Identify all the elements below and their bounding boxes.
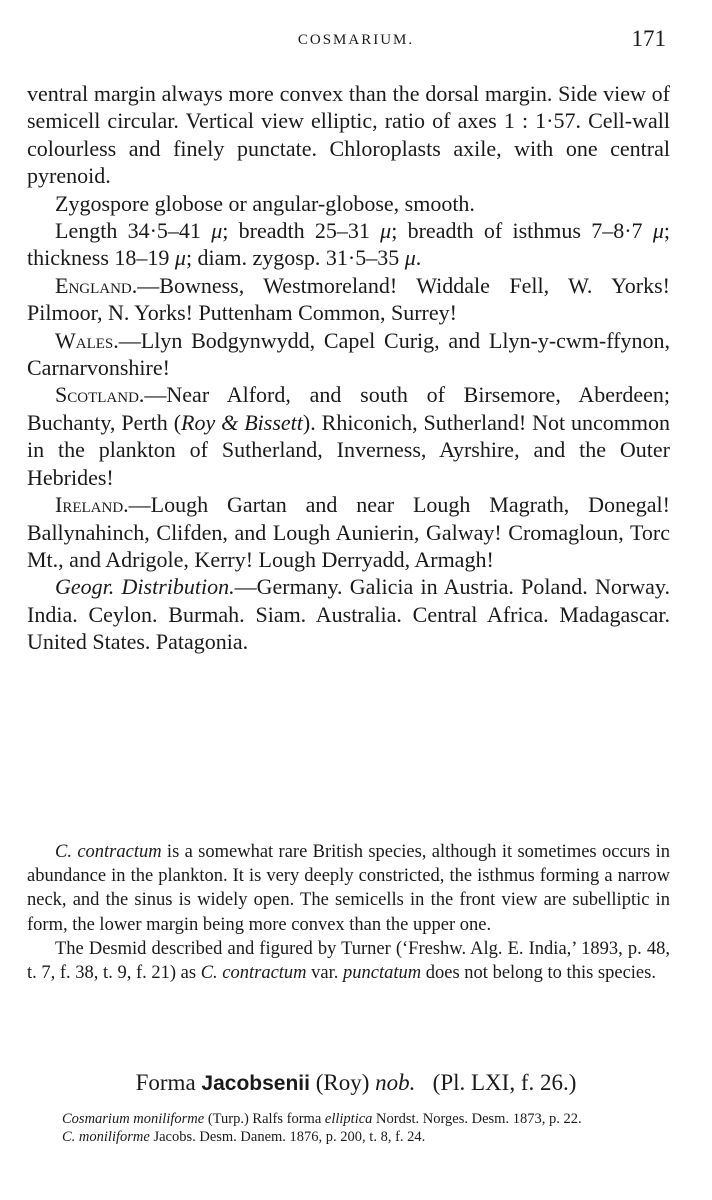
forma-prefix: Forma (135, 1070, 202, 1095)
zygospore-paragraph: Zygospore globose or angular-globose, smooth. (55, 190, 475, 216)
region-label: England. (55, 272, 138, 298)
synonymy (62, 1110, 674, 1146)
note-paragraph (27, 937, 670, 985)
synonym-text: (Turp.) Ralfs forma (204, 1111, 325, 1127)
synonym-text: Nordst. Norges. Desm. 1873, p. 22. (372, 1111, 582, 1127)
plate-reference: (Pl. LXI, f. 26.) (415, 1070, 577, 1095)
synonym-entry (62, 1128, 674, 1146)
running-title: COSMARIUM. (297, 32, 415, 48)
micron-symbol: μ (174, 245, 186, 271)
forma-heading (0, 1070, 712, 1096)
page-number: 171 (631, 26, 666, 51)
synonym-text: Jacobs. Desm. Danem. 1876, p. 200, t. 8, f. 24. (149, 1129, 426, 1145)
description-paragraph: ventral margin always more convex than the dorsal margin. Side view of semicell circular. Vertical view elliptic, ratio of axes 1 : 1·57. Cell-wall colourless and finely punctate. Chloroplasts axile, with one central pyrenoid. (27, 81, 670, 189)
synonym-entry (62, 1110, 674, 1128)
micron-symbol: μ (380, 218, 392, 244)
variety-name: punctatum (343, 963, 422, 984)
micron-symbol: μ (211, 218, 223, 244)
region-localities: —Bowness, Westmoreland! Widdale Fell, W. Yorks! Pilmoor, N. Yorks! Puttenham Common, Surrey! (27, 272, 670, 326)
region-localities: —Near Alford, and south of Birsemore, Aberdeen; Buchanty, Perth ( (27, 382, 670, 435)
note-text: The Desmid described and figured by Turner (‘Freshw. Alg. E. India,’ 1893, p. 48, t. 7, f. 38, t. 9, f. 21) as (27, 938, 670, 984)
synonym-name: Cosmarium moniliforme (62, 1111, 205, 1127)
species-description (27, 80, 670, 656)
measurement-text: ; diam. zygosp. 31·5–35 (185, 245, 405, 271)
region-localities: —Lough Gartan and near Lough Magrath, Donegal! Ballynahinch, Clifden, and Lough Aunierin, Galway! Cromagloun, Torc Mt., and Adrigole, Kerry! Lough Derryadd, Armagh! (27, 492, 670, 572)
note-text: does not belong to this species. (421, 963, 656, 984)
forma-nob: nob. (375, 1070, 416, 1095)
synonym-forma: elliptica (324, 1111, 373, 1127)
micron-symbol: μ (652, 218, 664, 244)
region-label: Geogr. Distribution. (55, 574, 235, 600)
distribution-scotland (27, 381, 670, 491)
species-name: C. contractum (200, 963, 307, 984)
running-head (0, 26, 712, 56)
distribution-ireland (27, 491, 670, 573)
synonym-name: C. moniliforme (62, 1129, 150, 1145)
species-note (27, 840, 670, 985)
measurements-paragraph (27, 217, 670, 272)
measurement-text: ; breadth of isthmus 7–8·7 (391, 218, 653, 244)
note-paragraph (27, 840, 670, 937)
species-name: C. contractum (55, 842, 162, 862)
region-label: Ireland. (55, 492, 129, 518)
region-label: Wales. (55, 327, 119, 353)
collector-citation: Roy & Bissett (181, 409, 303, 435)
measurement-text: . (415, 245, 422, 271)
measurement-text: Length 34·5–41 (55, 218, 212, 244)
region-localities: —Germany. Galicia in Austria. Poland. Norway. India. Ceylon. Burmah. Siam. Australia. Central Africa. Madagascar. United States. Patagonia. (27, 574, 670, 655)
forma-name: Jacobsenii (201, 1072, 310, 1095)
geographic-distribution (27, 573, 670, 655)
region-localities: ). Rhiconich, Sutherland! Not uncommon in the plankton of Sutherland, Inverness, Ayrshire, and the Outer Hebrides! (27, 409, 671, 490)
measurement-text: ; breadth 25–31 (222, 218, 381, 244)
distribution-england (27, 272, 670, 327)
region-localities: —Llyn Bodgynwydd, Capel Curig, and Llyn-y-cwm-ffynon, Carnarvonshire! (27, 327, 670, 381)
micron-symbol: μ (404, 245, 416, 271)
distribution-wales (27, 327, 670, 382)
measurement-text: ; thickness 18–19 (27, 218, 670, 271)
note-text: is a somewhat rare British species, although it sometimes occurs in abundance in the plankton. It is very deeply constricted, the isthmus forming a narrow neck, and the sinus is widely open. The semicells in the front view are subelliptic in form, the lower margin being more convex than the upper one. (27, 842, 670, 935)
note-text: var. (306, 963, 344, 984)
forma-author: (Roy) (309, 1070, 376, 1095)
region-label: Scotland. (55, 382, 145, 408)
